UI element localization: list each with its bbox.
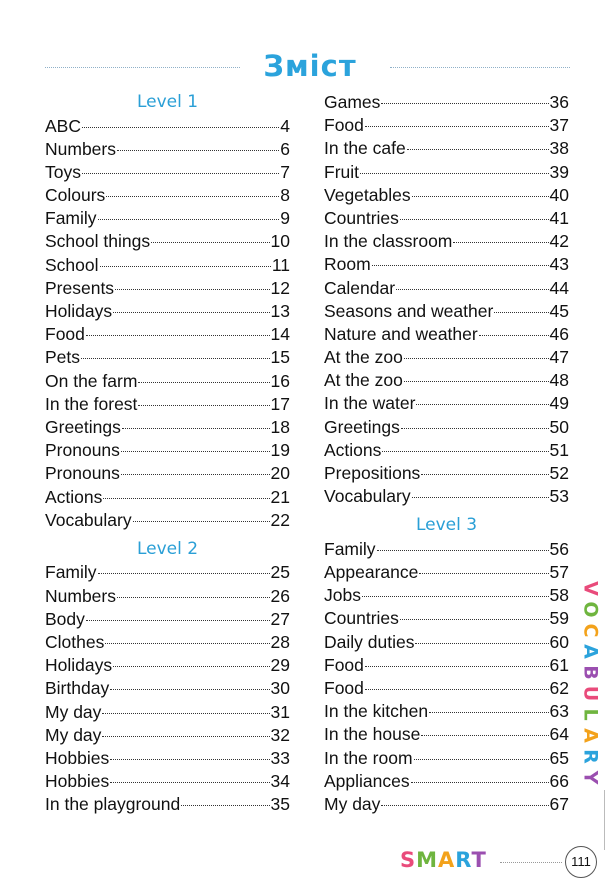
dot-leader [102,713,269,714]
dot-leader [82,127,279,128]
toc-topic: Pets [45,347,81,368]
dot-leader [117,597,270,598]
toc-topic: Food [324,115,364,136]
dot-leader [365,126,549,127]
toc-page-number: 25 [270,562,290,583]
toc-page-number: 28 [270,631,290,652]
side-letter: O [579,601,602,618]
toc-topic: Birthday [45,678,110,699]
toc-entry [324,561,569,584]
footer-divider [500,862,562,863]
toc-entry [324,631,569,654]
toc-topic: Food [324,678,364,698]
brand-letter: R [455,848,472,872]
toc-entry [324,677,569,700]
dot-leader [98,219,280,220]
toc-topic: Countries [324,608,399,629]
toc-entry [45,724,290,747]
dot-leader [360,173,549,174]
title-divider-left [45,67,240,68]
toc-topic: In the room [324,747,413,768]
dot-leader [377,550,549,551]
toc-topic: Colours [45,185,106,206]
side-letter: L [579,708,602,721]
dot-leader [117,150,279,151]
dot-leader [400,619,549,620]
toc-page-number: 39 [549,161,569,182]
toc-page-number: 40 [549,184,569,205]
dot-leader [381,103,548,104]
dot-leader [414,759,549,760]
toc-entry [45,439,290,462]
side-letter: U [579,685,602,702]
dot-leader [106,196,279,197]
page-title: Зміст [263,49,357,83]
toc-topic: Jobs [324,585,361,606]
dot-leader [82,173,279,174]
toc-entry [324,184,569,207]
toc-topic: Room [324,254,371,275]
toc-entry [45,393,290,416]
toc-page-number: 29 [270,655,290,676]
toc-page-number: 63 [549,701,569,722]
toc-entry [45,509,290,532]
toc-page-number: 4 [280,115,290,136]
toc-entry [45,184,290,207]
toc-topic: Vegetables [324,184,411,205]
side-letter: A [579,728,602,743]
toc-page-number: 66 [549,770,569,791]
toc-page-number: 60 [549,631,569,652]
toc-topic: Family [45,208,97,229]
dot-leader [401,428,549,429]
dot-leader [181,805,269,806]
dot-leader [86,620,270,621]
side-letter: Y [579,770,602,785]
toc-topic: Family [324,538,376,559]
toc-page-number: 10 [270,231,290,252]
toc-entry [324,723,569,746]
dot-leader [113,312,269,313]
dot-leader [103,498,269,499]
toc-topic: School things [45,231,151,252]
toc-page-number: 35 [270,794,290,815]
toc-entry [324,369,569,392]
toc-topic: In the kitchen [324,701,429,722]
toc-page-number: 36 [549,92,569,112]
side-letter: B [579,665,602,680]
toc-topic: In the playground [45,794,181,815]
toc-topic: Actions [324,439,382,460]
toc-entry [324,207,569,230]
toc-topic: In the cafe [324,138,406,159]
dot-leader [416,404,548,405]
toc-entry [324,793,569,816]
toc-topic: My day [45,724,102,745]
dot-leader [362,596,549,597]
dot-leader [404,381,549,382]
dot-leader [494,312,548,313]
dot-leader [110,759,269,760]
toc-entry [45,654,290,677]
toc-topic: On the farm [45,370,138,391]
toc-page-number: 18 [270,416,290,437]
side-letter: R [579,749,602,764]
toc-topic: Countries [324,207,399,228]
toc-entry [45,793,290,816]
toc-topic: Clothes [45,631,105,652]
toc-entry [45,207,290,230]
toc-entry [324,137,569,160]
toc-page-number: 37 [549,115,569,136]
brand-letter: A [438,848,456,872]
dot-leader [110,782,269,783]
toc-entry [45,416,290,439]
dot-leader [81,358,270,359]
dot-leader [365,689,549,690]
toc-page-number: 52 [549,463,569,483]
toc-page-number: 19 [270,440,290,461]
toc-entry [324,346,569,369]
toc-topic: Pronouns [45,440,120,461]
title-row [0,49,615,86]
dot-leader [382,451,548,452]
toc-topic: Body [45,608,85,629]
toc-page-number: 62 [549,678,569,698]
toc-topic: Toys [45,161,81,182]
dot-leader [396,289,549,290]
toc-topic: Pronouns [45,463,120,484]
toc-entry [45,346,290,369]
side-letter: A [579,644,602,659]
toc-page-number: 13 [270,301,290,321]
toc-topic: In the water [324,393,416,414]
toc-topic: My day [324,793,381,814]
dot-leader [421,735,548,736]
toc-entry [324,392,569,415]
dot-leader [113,666,269,667]
dot-leader [105,643,269,644]
toc-topic: Numbers [45,138,116,159]
dot-leader [407,149,549,150]
toc-entry [45,701,290,724]
title-divider-right [390,67,570,68]
dot-leader [400,219,549,220]
toc-page-number: 46 [549,323,569,344]
toc-page-number: 26 [270,585,290,606]
toc-entry [324,747,569,770]
level-heading: Level 1 [136,92,199,112]
toc-page-number: 64 [549,724,569,745]
toc-topic: Vocabulary [324,486,411,507]
toc-topic: In the house [324,724,421,745]
toc-topic: Food [324,654,364,675]
toc-topic: In the classroom [324,231,453,252]
dot-leader [429,712,548,713]
toc-entry [45,561,290,584]
toc-page-number: 11 [271,254,290,275]
toc-topic: Hobbies [45,771,110,792]
toc-topic: Fruit [324,161,359,182]
toc-entry [45,138,290,161]
toc-topic: School [45,254,99,275]
toc-topic: Hobbies [45,747,110,768]
toc-topic: Seasons and weather [324,300,494,321]
toc-page-number: 32 [270,724,290,745]
toc-entry [45,608,290,631]
dot-leader [138,405,269,406]
toc-page-number: 6 [280,138,290,159]
side-letter: V [579,581,602,596]
toc-topic: At the zoo [324,347,403,368]
toc-page-number: 48 [549,370,569,391]
toc-entry [324,230,569,253]
toc-page-number: 16 [270,370,290,391]
toc-entry [324,114,569,137]
toc-entry [324,439,569,462]
toc-entry [45,370,290,393]
toc-page-number: 65 [549,747,569,768]
toc-page-number: 15 [270,347,290,368]
toc-entry [324,91,569,114]
toc-page-number: 38 [549,138,569,159]
toc-page-number: 27 [270,608,290,629]
toc-topic: Holidays [45,301,113,321]
toc-page-number: 20 [270,463,290,484]
toc-entry [45,300,290,323]
dot-leader [86,335,270,336]
toc-entry [45,770,290,793]
dot-leader [411,782,549,783]
toc-page-number: 22 [270,509,290,530]
toc-topic: At the zoo [324,370,403,391]
toc-page-number: 30 [270,678,290,699]
toc-page-number: 33 [270,747,290,768]
toc-page-number: 47 [549,347,569,368]
toc-entry [324,253,569,276]
toc-page-number: 49 [549,393,569,414]
toc-entry [45,462,290,485]
dot-leader [110,689,269,690]
toc-page-number: 9 [280,208,290,229]
toc-entry [324,770,569,793]
dot-leader [102,736,269,737]
toc-topic: ABC [45,115,81,136]
toc-page-number: 58 [549,585,569,606]
toc-topic: Family [45,562,97,583]
level-heading: Level 2 [136,538,199,559]
toc-topic: Appliances [324,770,410,791]
toc-page-number: 51 [549,439,569,460]
dot-leader [479,335,549,336]
toc-entry [45,747,290,770]
toc-page-number: 53 [549,486,569,507]
toc-entry [324,161,569,184]
toc-entry [45,254,290,277]
side-letter: C [579,623,602,638]
toc-topic: Greetings [45,416,121,437]
toc-page-number: 41 [549,207,569,228]
dot-leader [98,573,270,574]
toc-page-number: 7 [280,161,290,182]
toc-topic: Appearance [324,562,419,583]
dot-leader [421,474,548,475]
toc-entry [45,323,290,346]
toc-page-number: 8 [280,185,290,206]
dot-leader [412,196,549,197]
toc-topic: Greetings [324,416,400,437]
toc-topic: In the forest [45,393,138,414]
toc-entry [324,277,569,300]
toc-entry [45,585,290,608]
toc-topic: Calendar [324,277,396,298]
toc-topic: My day [45,701,102,722]
toc-page-number: 67 [549,793,569,814]
toc-entry [324,323,569,346]
toc-entry [45,277,290,300]
dot-leader [100,266,271,267]
dot-leader [121,451,270,452]
toc-entry [45,677,290,700]
smart-brand-logo [400,848,487,872]
dot-leader [419,573,548,574]
toc-page-number: 12 [270,277,290,298]
toc-page-number: 34 [270,771,290,792]
toc-entry [45,230,290,253]
toc-entry [324,300,569,323]
dot-leader [151,242,269,243]
dot-leader [115,289,269,290]
toc-page-number: 42 [549,231,569,252]
toc-page-number: 59 [549,608,569,629]
toc-entry [324,538,569,561]
toc-page-number: 14 [270,324,290,345]
dot-leader [133,521,270,522]
toc-entry [324,462,569,485]
toc-topic: Daily duties [324,631,415,652]
toc-topic: Vocabulary [45,509,132,530]
toc-topic: Numbers [45,585,116,606]
toc-entry [324,416,569,439]
page-number: 111 [565,846,597,878]
toc-entry [324,485,569,508]
dot-leader [372,265,549,266]
toc-page-number: 57 [549,562,569,583]
toc-page-number: 31 [270,701,290,722]
toc-topic: Actions [45,486,103,507]
toc-topic: Food [45,324,85,345]
toc-topic: Prepositions [324,463,421,483]
toc-column-left [45,91,290,816]
dot-leader [365,666,549,667]
toc-entry [45,486,290,509]
toc-entry [324,607,569,630]
toc-entry [45,115,290,138]
toc-column-right [324,91,569,816]
level-heading: Level 3 [415,515,478,536]
toc-entry [45,161,290,184]
toc-topic: Holidays [45,655,113,676]
dot-leader [121,474,270,475]
dot-leader [381,805,548,806]
toc-page-number: 61 [549,654,569,675]
toc-entry [45,631,290,654]
toc-topic: Games [324,92,381,112]
toc-entry [324,654,569,677]
toc-page-number: 44 [549,277,569,298]
brand-letter: S [400,848,417,872]
dot-leader [453,242,548,243]
brand-letter: T [471,848,487,872]
dot-leader [122,428,270,429]
dot-leader [415,643,548,644]
toc-page-number: 45 [549,300,569,321]
toc-page-number: 17 [270,393,290,414]
brand-letter: M [416,848,439,872]
vocabulary-side-label [575,578,605,788]
toc-page-number: 21 [270,486,290,507]
toc-topic: Nature and weather [324,323,478,344]
toc-page-number: 50 [549,416,569,437]
toc-entry [324,700,569,723]
side-rule [604,790,605,850]
dot-leader [412,497,549,498]
toc-page-number: 56 [549,538,569,559]
dot-leader [138,382,269,383]
toc-entry [324,584,569,607]
toc-page-number: 43 [549,254,569,275]
dot-leader [404,358,549,359]
toc-topic: Presents [45,277,115,298]
